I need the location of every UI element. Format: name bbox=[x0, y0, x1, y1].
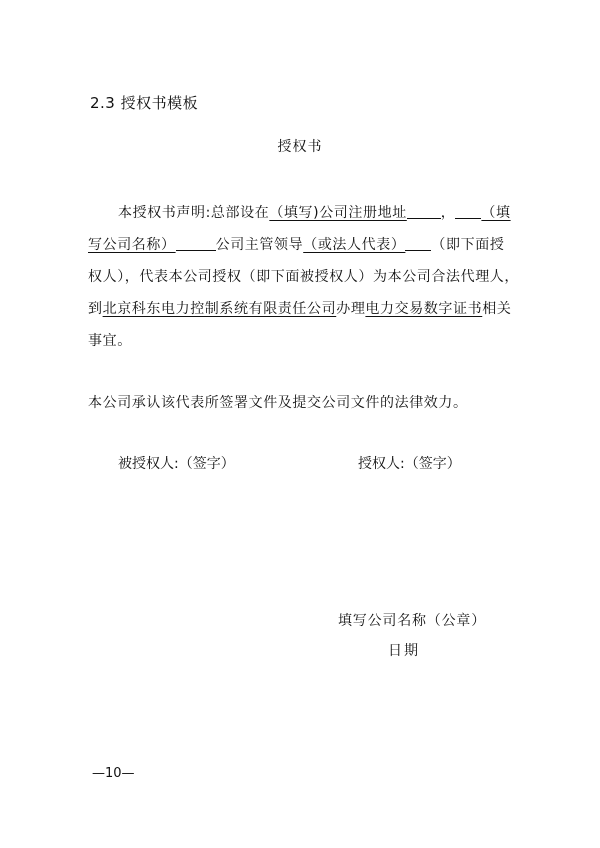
certificate-name: 电力交易数字证书 bbox=[365, 301, 483, 317]
blank-line bbox=[176, 236, 216, 251]
text-comma: ， bbox=[440, 205, 456, 221]
company-name-kedong: 北京科东电力控制系统有限责任公司 bbox=[102, 301, 337, 317]
text-handle: 办理 bbox=[336, 301, 366, 317]
section-heading: 2.3 授权书模板 bbox=[90, 94, 199, 112]
text-to: 到 bbox=[88, 301, 103, 317]
blank-line bbox=[455, 204, 481, 219]
text-supervisor: 公司主管领导 bbox=[215, 237, 304, 253]
paragraph-line-3: 权人），代表本公司授权（即下面被授权人）为本公司合法代理人， bbox=[88, 269, 519, 285]
company-name-field-end: 写公司名称） bbox=[88, 237, 176, 253]
company-seal-label: 填写公司名称（公章） bbox=[338, 613, 486, 629]
paragraph-line-4 bbox=[88, 298, 511, 318]
grantor-signature-label: 授权人:（签字） bbox=[358, 456, 461, 472]
legal-representative-field: （或法人代表） bbox=[303, 237, 406, 253]
page-number: —10— bbox=[92, 766, 135, 781]
registered-address-field: （填写)公司注册地址 bbox=[269, 205, 407, 221]
paragraph-line-5: 事宜。 bbox=[88, 333, 132, 349]
paragraph-line-2 bbox=[88, 234, 504, 254]
text-declaration: 本授权书声明:总部设在 bbox=[118, 205, 270, 221]
blank-line bbox=[405, 236, 431, 251]
text-grantor-start: （即下面授 bbox=[431, 237, 505, 253]
document-title: 授权书 bbox=[277, 139, 323, 155]
grantee-signature-label: 被授权人:（签字） bbox=[118, 456, 235, 472]
date-label: 日期 bbox=[388, 643, 420, 659]
text-related: 相关 bbox=[482, 301, 512, 317]
paragraph-legal-effect: 本公司承认该代表所签署文件及提交公司文件的法律效力。 bbox=[88, 395, 468, 411]
company-name-field-start: （填 bbox=[481, 205, 511, 221]
paragraph-line-1 bbox=[118, 202, 511, 222]
blank-line bbox=[407, 204, 441, 219]
